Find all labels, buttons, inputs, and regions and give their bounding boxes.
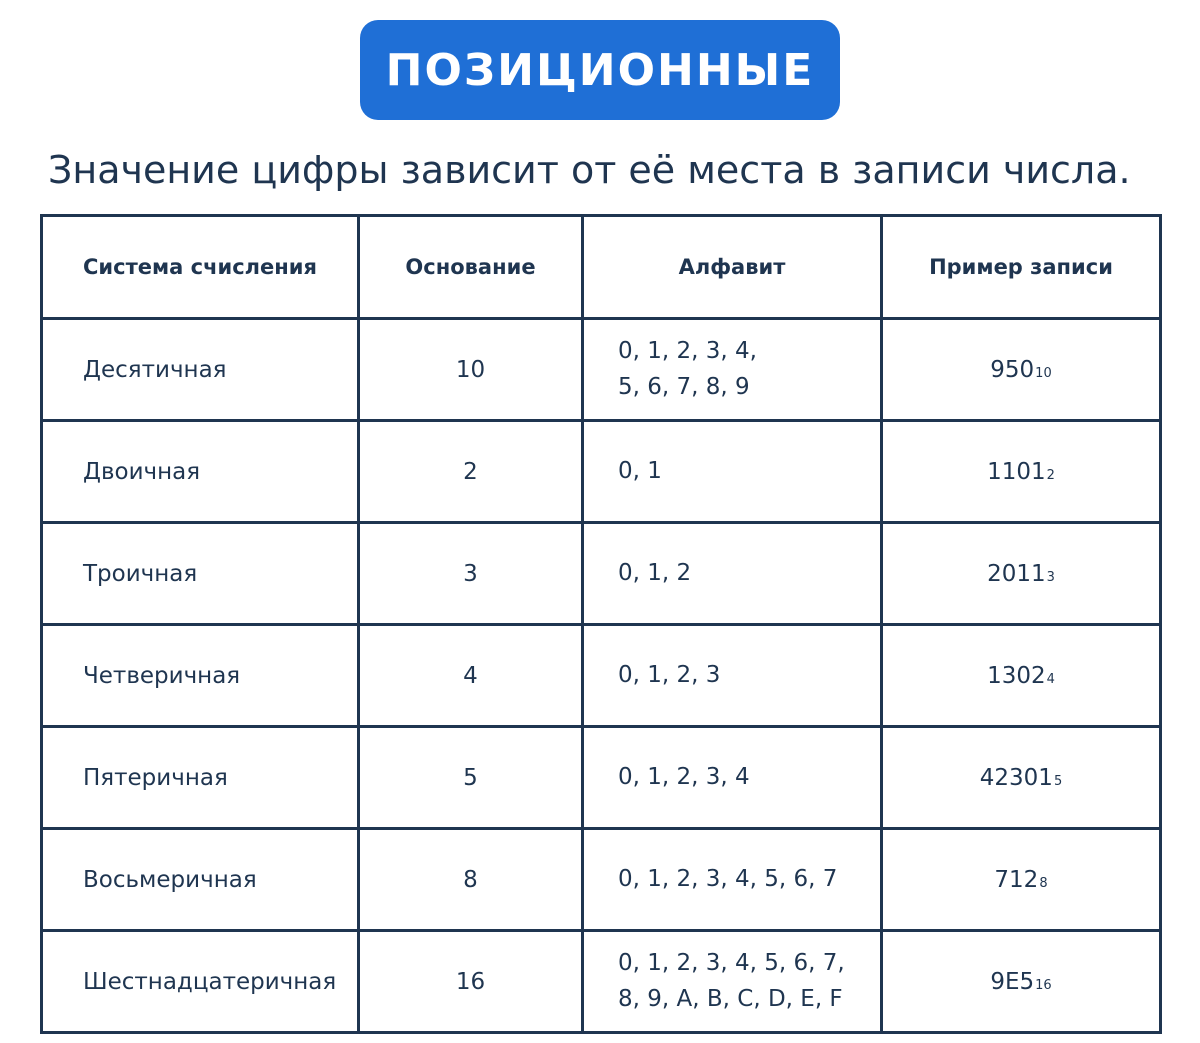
example-number: 9E5 — [990, 968, 1035, 995]
table-row — [42, 319, 1161, 421]
example-base-subscript: 2 — [1046, 467, 1055, 483]
system-example — [882, 625, 1161, 727]
system-name: Шестнадцатеричная — [42, 931, 359, 1033]
example-number: 1302 — [987, 662, 1046, 689]
example-base-subscript: 3 — [1046, 569, 1055, 585]
alphabet-line: 0, 1, 2, 3, 4, 5, 6, 7, — [618, 949, 845, 976]
system-alphabet — [583, 625, 882, 727]
system-alphabet — [583, 523, 882, 625]
header-alphabet: Алфавит — [583, 216, 882, 319]
header-system: Система счисления — [42, 216, 359, 319]
example-number: 42301 — [979, 764, 1053, 791]
example-base-subscript: 16 — [1035, 977, 1052, 993]
system-example — [882, 727, 1161, 829]
header-base: Основание — [359, 216, 583, 319]
example-base-subscript: 5 — [1053, 773, 1063, 789]
system-example — [882, 829, 1161, 931]
system-base: 10 — [359, 319, 583, 421]
system-alphabet — [583, 931, 882, 1033]
system-base: 3 — [359, 523, 583, 625]
table-row — [42, 931, 1161, 1033]
page-title: ПОЗИЦИОННЫЕ — [385, 44, 815, 96]
table-header-row — [42, 216, 1161, 319]
alphabet-line: 5, 6, 7, 8, 9 — [618, 373, 750, 400]
alphabet-line: 0, 1, 2, 3, 4, 5, 6, 7 — [618, 865, 838, 892]
table-body — [42, 319, 1161, 1033]
example-number: 1101 — [987, 458, 1046, 485]
example-base-subscript: 10 — [1035, 365, 1052, 381]
system-base: 16 — [359, 931, 583, 1033]
alphabet-line: 0, 1, 2, 3, 4 — [618, 763, 750, 790]
table-row — [42, 625, 1161, 727]
example-number: 950 — [990, 356, 1035, 383]
system-alphabet — [583, 829, 882, 931]
table-row — [42, 727, 1161, 829]
example-number: 712 — [994, 866, 1039, 893]
title-badge — [360, 20, 840, 120]
alphabet-line: 0, 1, 2, 3, 4, — [618, 337, 757, 364]
system-name: Восьмеричная — [42, 829, 359, 931]
system-alphabet — [583, 421, 882, 523]
table-row — [42, 421, 1161, 523]
system-alphabet — [583, 727, 882, 829]
example-base-subscript: 8 — [1039, 875, 1048, 891]
system-example — [882, 319, 1161, 421]
system-base: 8 — [359, 829, 583, 931]
table-row — [42, 523, 1161, 625]
subtitle: Значение цифры зависит от её места в записи числа. — [48, 148, 1131, 192]
system-name: Десятичная — [42, 319, 359, 421]
system-base: 5 — [359, 727, 583, 829]
system-example — [882, 931, 1161, 1033]
system-name: Четверичная — [42, 625, 359, 727]
alphabet-line: 0, 1, 2 — [618, 559, 692, 586]
alphabet-line: 8, 9, A, B, C, D, E, F — [618, 985, 843, 1012]
number-systems-table — [40, 214, 1162, 1034]
system-name: Троичная — [42, 523, 359, 625]
system-example — [882, 421, 1161, 523]
alphabet-line: 0, 1 — [618, 457, 662, 484]
header-example: Пример записи — [882, 216, 1161, 319]
system-base: 4 — [359, 625, 583, 727]
system-name: Двоичная — [42, 421, 359, 523]
example-number: 2011 — [987, 560, 1046, 587]
system-name: Пятеричная — [42, 727, 359, 829]
system-alphabet — [583, 319, 882, 421]
example-base-subscript: 4 — [1046, 671, 1055, 687]
table-row — [42, 829, 1161, 931]
system-example — [882, 523, 1161, 625]
alphabet-line: 0, 1, 2, 3 — [618, 661, 721, 688]
system-base: 2 — [359, 421, 583, 523]
